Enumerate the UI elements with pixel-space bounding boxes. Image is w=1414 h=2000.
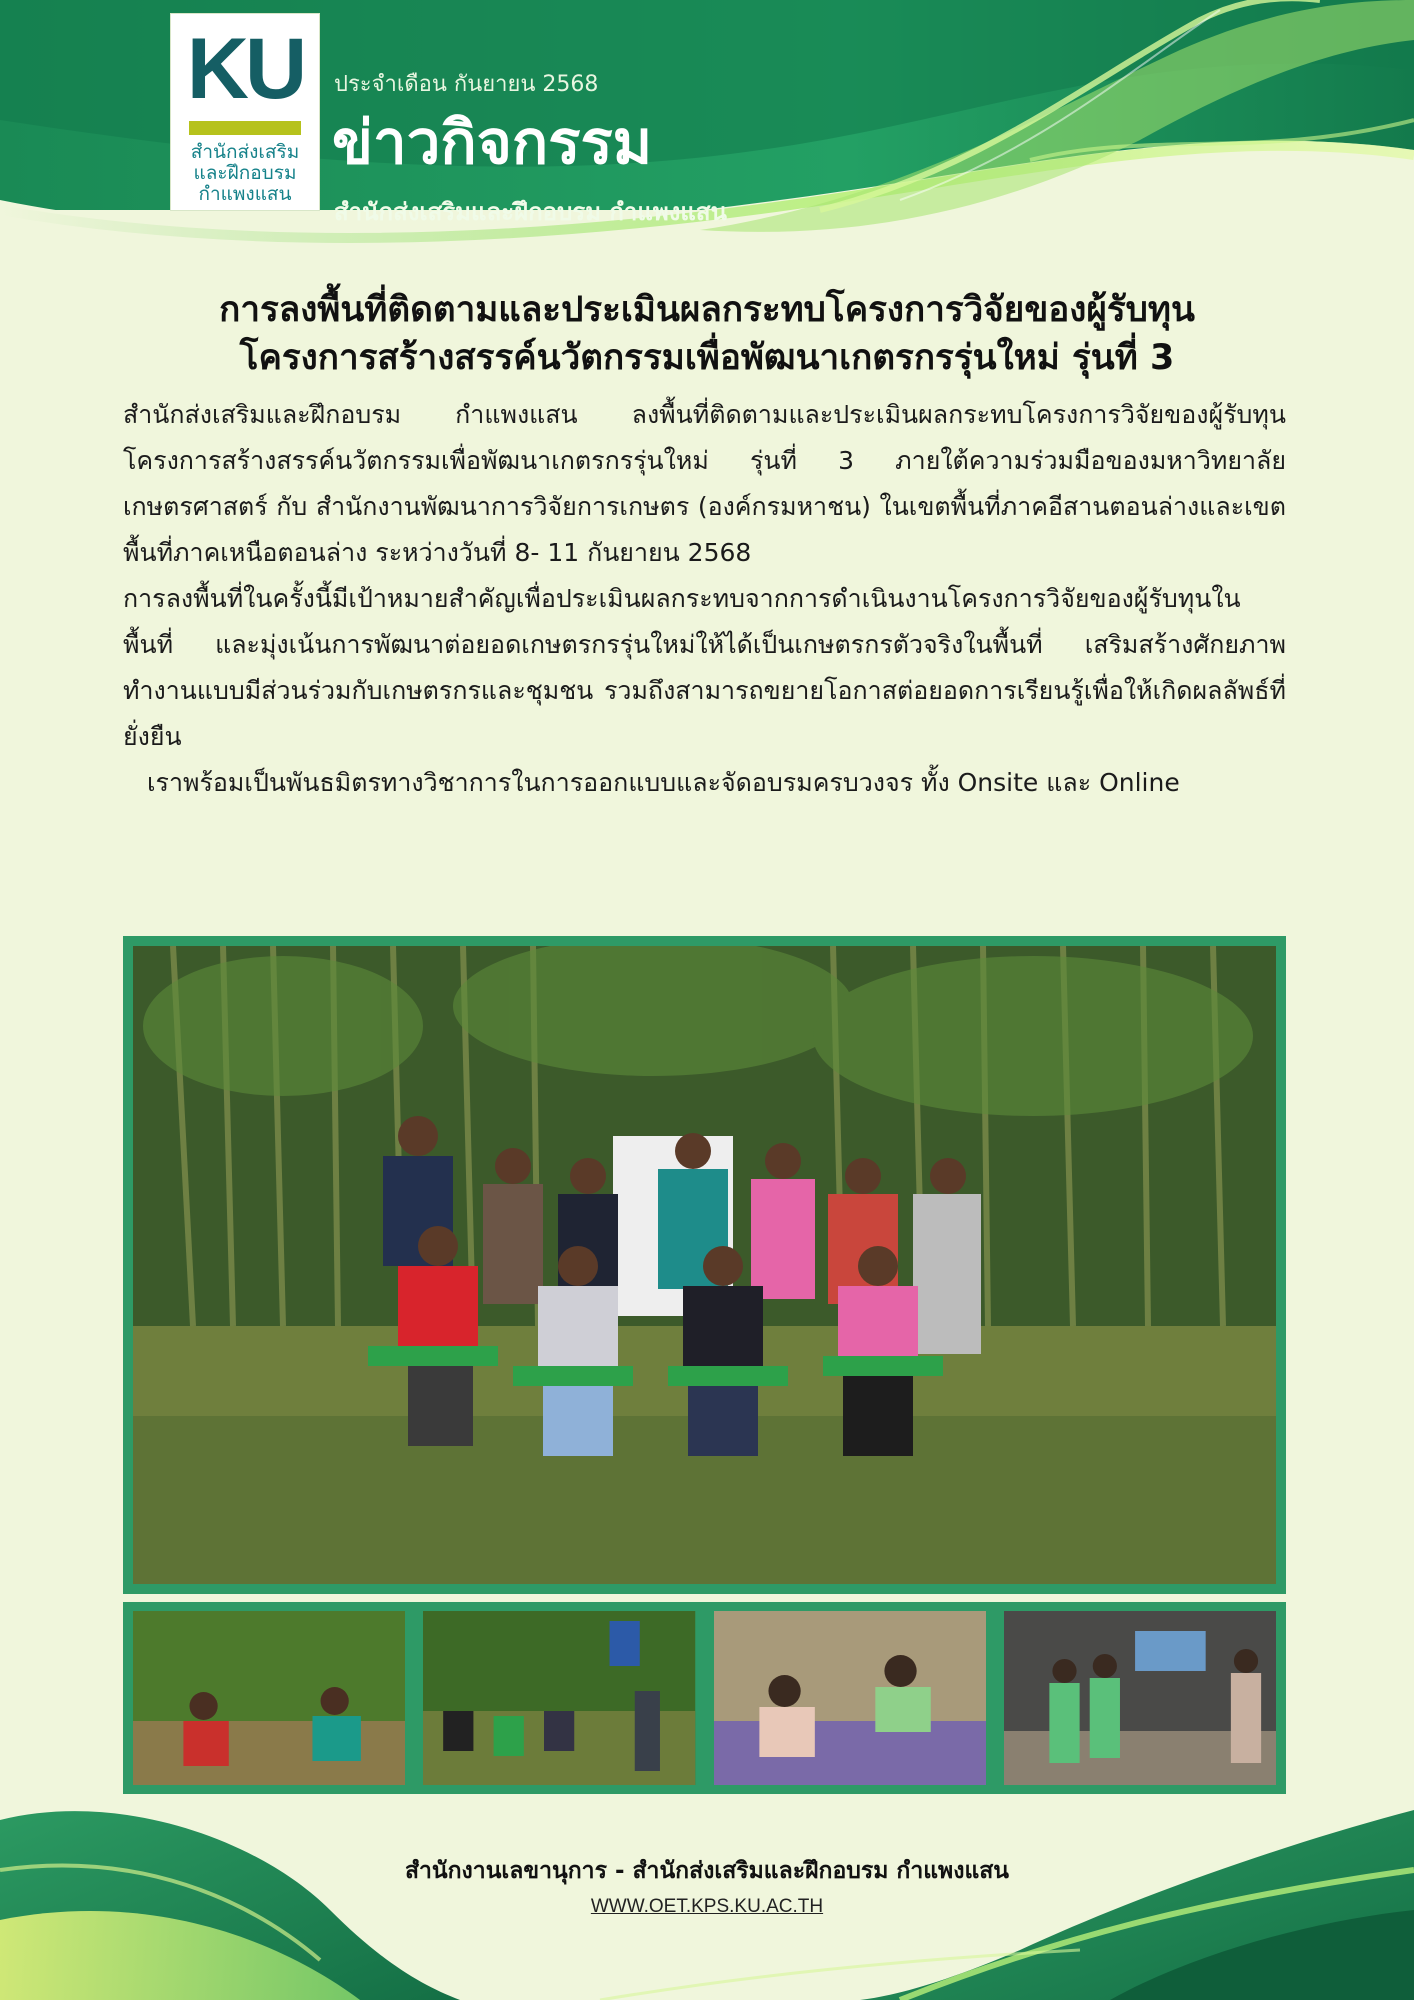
thumbnail-photo-3 bbox=[714, 1611, 986, 1785]
logo-accent-bar bbox=[189, 121, 301, 135]
article-paragraph-2: การลงพื้นที่ในครั้งนี้มีเป้าหมายสำคัญเพื่อประเมินผลกระทบจากการดำเนินงานโครงการวิจัยของผู้รับทุนในพื้นที่ และมุ่งเน้นการพัฒนาต่อยอดเกษตรกรรุ่นใหม่ให้ได้เป็นเกษตรกรตัวจริงในพื้นที่ เสริมสร้างศักยภาพทำงานแบบมีส่วนร่วมกับเกษตรกรและชุมชน รวมถึงสามารถขยายโอกาสต่อยอดการเรียนรู้เพื่อให้เกิดผลลัพธ์ที่ยั่งยืน bbox=[123, 584, 1286, 751]
thumbnail-photo-2 bbox=[423, 1611, 695, 1785]
newsletter-subtitle: สำนักส่งเสริมและฝึกอบรม กำแพงแสน bbox=[334, 198, 727, 226]
photo-thumbnail-strip bbox=[123, 1602, 1286, 1794]
headline-line-2: โครงการสร้างสรรค์นวัตกรรมเพื่อพัฒนาเกตรกรรุ่นใหม่ รุ่นที่ 3 bbox=[239, 338, 1175, 378]
ku-logo-mark: KU bbox=[186, 21, 304, 117]
logo-line-1: สำนักส่งเสริม bbox=[190, 141, 300, 163]
issue-date: ประจำเดือน กันยายน 2568 bbox=[334, 72, 599, 97]
ku-logo bbox=[171, 14, 319, 210]
logo-line-3: กำแพงแสน bbox=[198, 183, 292, 205]
footer-organization: สำนักงานเลขานุการ - สำนักส่งเสริมและฝึกอบรม กำแพงแสน bbox=[404, 1858, 1010, 1884]
newsletter-title: ข่าวกิจกรรม bbox=[332, 108, 653, 178]
footer-website-link[interactable]: WWW.OET.KPS.KU.AC.TH bbox=[590, 1896, 824, 1917]
article-paragraph-3: เราพร้อมเป็นพันธมิตรทางวิชาการในการออกแบบและจัดอบรมครบวงจร ทั้ง Onsite และ Online bbox=[147, 768, 1180, 797]
group-photo-illustration bbox=[133, 946, 1276, 1584]
thumbnail-photo-4 bbox=[1004, 1611, 1276, 1785]
logo-org-text bbox=[185, 142, 305, 205]
article-body bbox=[123, 392, 1286, 806]
logo-line-2: และฝึกอบรม bbox=[193, 162, 297, 184]
article-headline bbox=[40, 286, 1374, 382]
main-group-photo bbox=[123, 936, 1286, 1594]
thumbnail-photo-1 bbox=[133, 1611, 405, 1785]
article-paragraph-1: สำนักส่งเสริมและฝึกอบรม กำแพงแสน ลงพื้นที่ติดตามและประเมินผลกระทบโครงการวิจัยของผู้รับทุนโครงการสร้างสรรค์นวัตกรรมเพื่อพัฒนาเกตรกรรุ่นใหม่ รุ่นที่ 3 ภายใต้ความร่วมมือของมหาวิทยาลัยเกษตรศาสตร์ กับ สำนักงานพัฒนาการวิจัยการเกษตร (องค์กรมหาชน) ในเขตพื้นที่ภาคอีสานตอนล่างและเขตพื้นที่ภาคเหนือตอนล่าง ระหว่างวันที่ 8- 11 กันยายน 2568 bbox=[123, 400, 1286, 567]
headline-line-1: การลงพื้นที่ติดตามและประเมินผลกระทบโครงการวิจัยของผู้รับทุน bbox=[219, 290, 1195, 330]
